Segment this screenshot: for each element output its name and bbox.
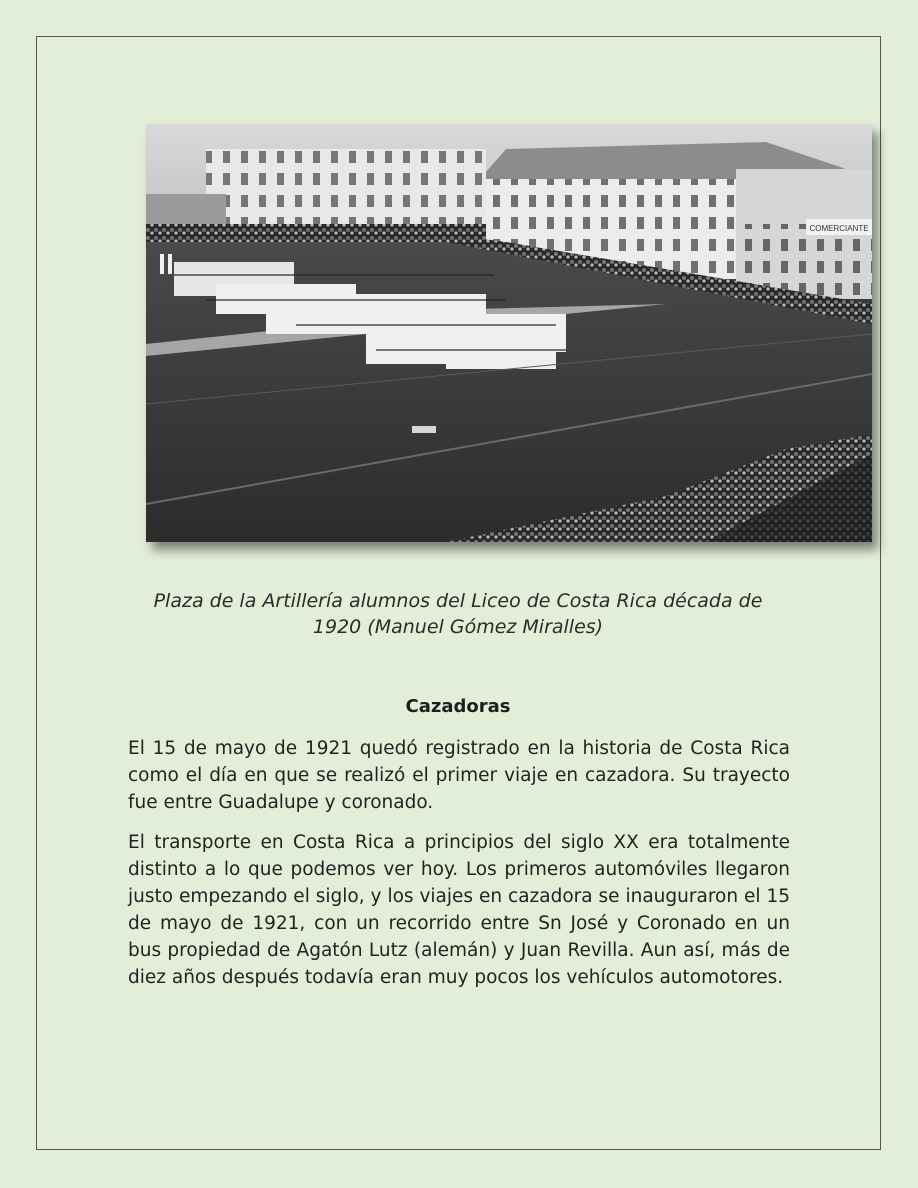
historical-photo — [146, 124, 872, 542]
paragraph: El 15 de mayo de 1921 quedó registrado en la historia de Costa Rica como el día en que se realizó el primer viaje en cazadora. Su trayecto fue entre Guadalupe y coronado. — [128, 738, 790, 813]
photo-caption: Plaza de la Artillería alumnos del Liceo de Costa Rica década de 1920 (Manuel Gómez Miralles) — [153, 590, 763, 638]
comerciante-sign: COMERCIANTE — [809, 224, 869, 233]
section-heading: Cazadoras — [405, 696, 511, 717]
paragraph: El transporte en Costa Rica a principios del siglo XX era totalmente distinto a lo que podemos ver hoy. Los primeros automóviles llegaron justo empezando el siglo, y los viajes en cazadora se inauguraron el 15 de mayo de 1921, con un recorrido entre Sn José y Coronado en un bus propiedad de Agatón Lutz (alemán) y Juan Revilla. Aun así, más de diez años después todavía eran muy pocos los vehículos automotores. — [128, 832, 790, 988]
